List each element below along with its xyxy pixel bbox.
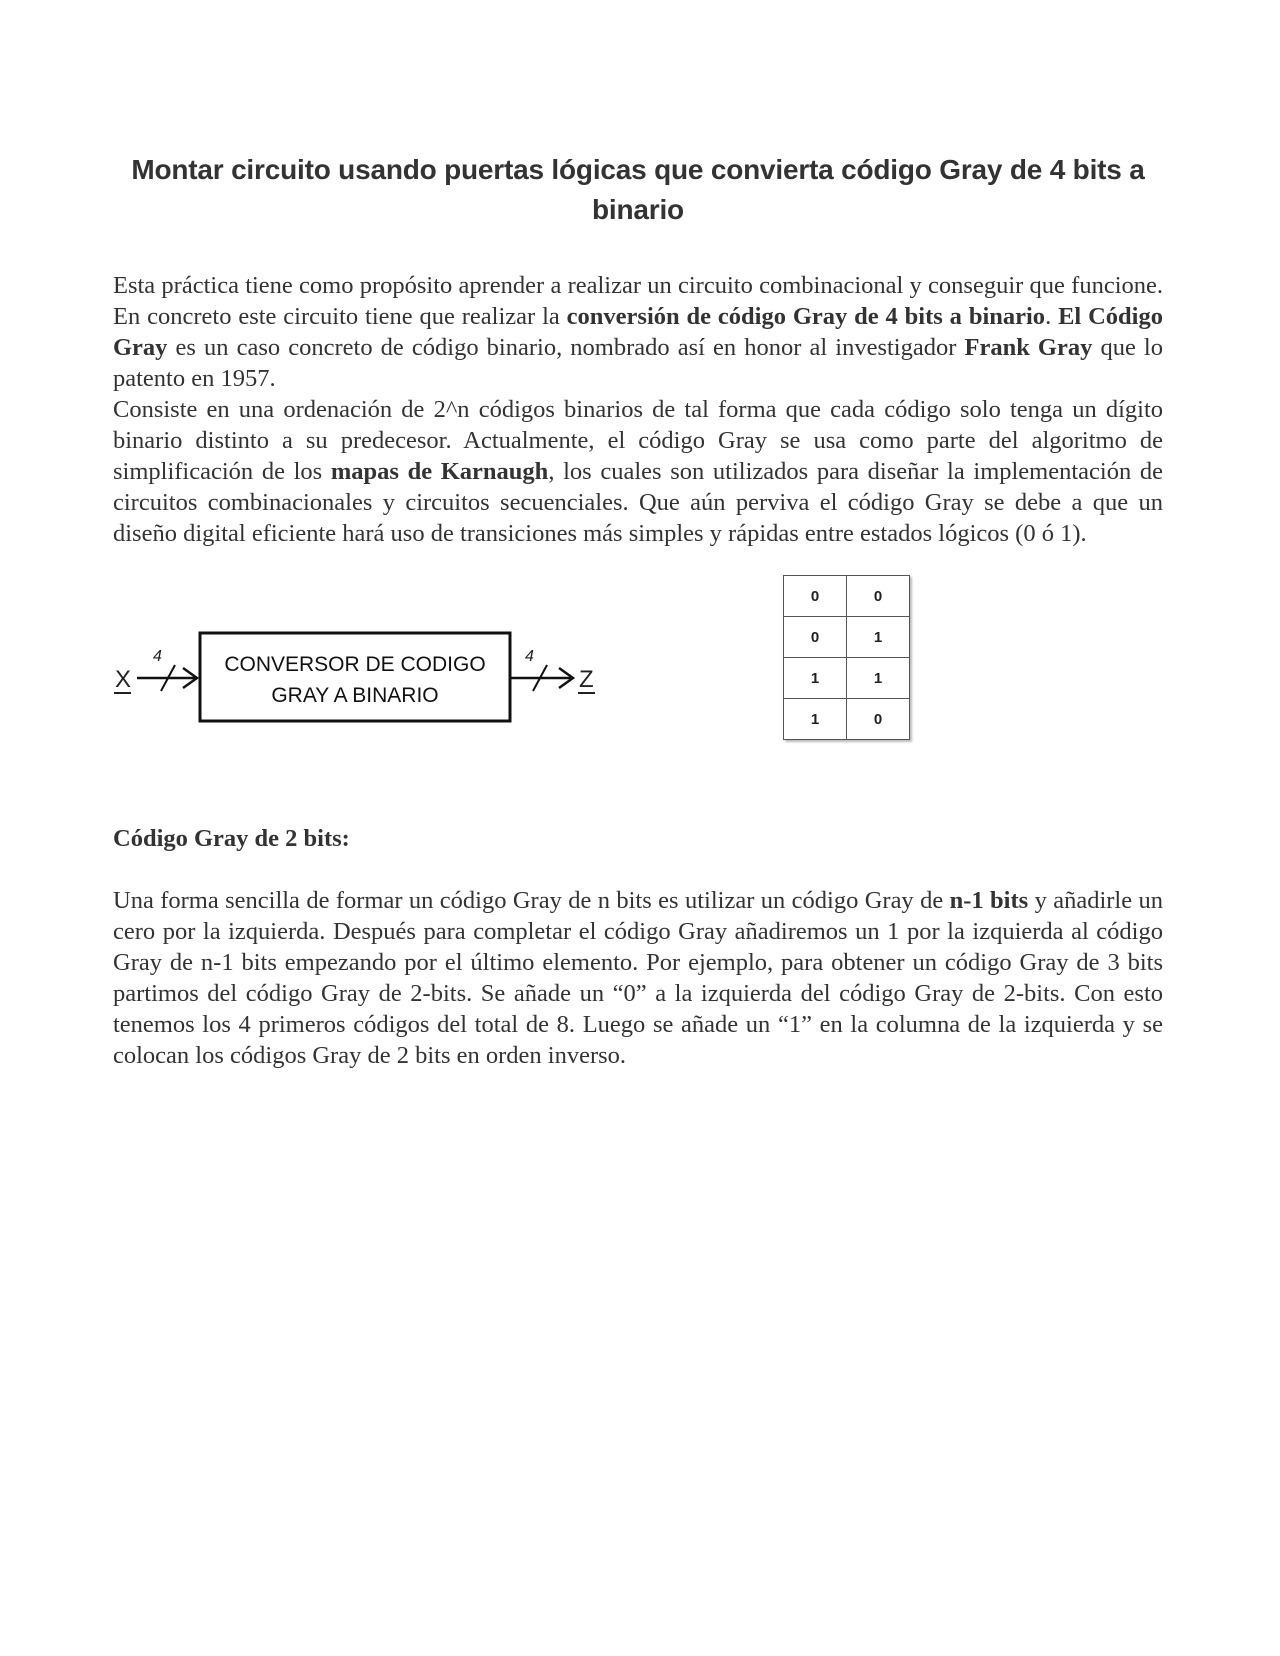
output-bus-width: 4 — [525, 648, 534, 665]
intro-text-2: . — [1045, 303, 1059, 330]
converter-box — [200, 633, 510, 721]
intro-bold-conversion: conversión de código Gray de 4 bits a binario — [566, 303, 1046, 330]
converter-block-diagram — [113, 621, 633, 731]
intro-text-4: que lo patento en 1957. — [113, 334, 1163, 392]
table-cell: 0 — [784, 576, 847, 617]
section-heading: Código Gray de 2 bits: — [113, 825, 350, 852]
output-label: Z — [579, 666, 594, 693]
converter-box-line1: CONVERSOR DE CODIGO — [224, 653, 486, 676]
input-bus-width: 4 — [153, 648, 162, 665]
table-row — [784, 699, 910, 740]
table-cell: 1 — [784, 699, 847, 740]
karnaugh-paragraph — [113, 394, 1163, 549]
table-cell: 0 — [847, 576, 910, 617]
gray-code-table — [783, 575, 910, 740]
table-cell: 1 — [847, 617, 910, 658]
section-paragraph — [113, 885, 1163, 1071]
table-cell: 1 — [847, 658, 910, 699]
karnaugh-bold: mapas de Karnaugh — [330, 458, 549, 485]
table-row — [784, 617, 910, 658]
converter-box-line2: GRAY A BINARIO — [271, 684, 439, 707]
intro-text-1: Esta práctica tiene como propósito aprender a realizar un circuito combinacional y conseguir que funcione. En concreto este circuito tiene que realizar la — [113, 272, 1163, 330]
intro-bold-frank-gray: Frank Gray — [964, 334, 1093, 361]
table-row — [784, 658, 910, 699]
table-cell: 0 — [784, 617, 847, 658]
intro-text-3: es un caso concreto de código binario, nombrado así en honor al investigador — [167, 334, 965, 361]
input-label: X — [115, 666, 132, 693]
document-title: Montar circuito usando puertas lógicas que convierta código Gray de 4 bits a binario — [131, 154, 1145, 225]
table-row — [784, 576, 910, 617]
section-text-2: y añadirle un cero por la izquierda. Después para completar el código Gray añadiremos un 1 por la izquierda al código Gray de n-1 bits empezando por el último elemento. Por ejemplo, para obtener un código Gray de 3 bits partimos del código Gray de 2-bits. Se añade un “0” a la izquierda del código Gray de 2-bits. Con esto tenemos los 4 primeros códigos del total de 8. Luego se añade un “1” en la columna de la izquierda y se colocan los códigos Gray de 2 bits en orden inverso. — [113, 887, 1163, 1069]
karnaugh-text-2: , los cuales son utilizados para diseñar la implementación de circuitos combinacionales y circuitos secuenciales. Que aún perviva el código Gray se debe a que un diseño digital eficiente hará uso de transiciones más simples y rápidas entre estados lógicos (0 ó 1). — [113, 458, 1164, 547]
section-text-1: Una forma sencilla de formar un código Gray de n bits es utilizar un código Gray de — [113, 887, 950, 914]
table-cell: 0 — [847, 699, 910, 740]
intro-bold-gray-code: El Código Gray — [113, 303, 1163, 361]
karnaugh-text-1: Consiste en una ordenación de 2^n códigos binarios de tal forma que cada código solo tenga un dígito binario distinto a su predecesor. Actualmente, el código Gray se usa como parte del algoritmo de simplificación de los — [113, 396, 1163, 485]
intro-paragraph — [113, 270, 1163, 394]
figure-row — [113, 563, 1163, 823]
table-cell: 1 — [784, 658, 847, 699]
section-bold-n-1-bits: n-1 bits — [949, 887, 1029, 914]
document-page — [113, 150, 1163, 1071]
